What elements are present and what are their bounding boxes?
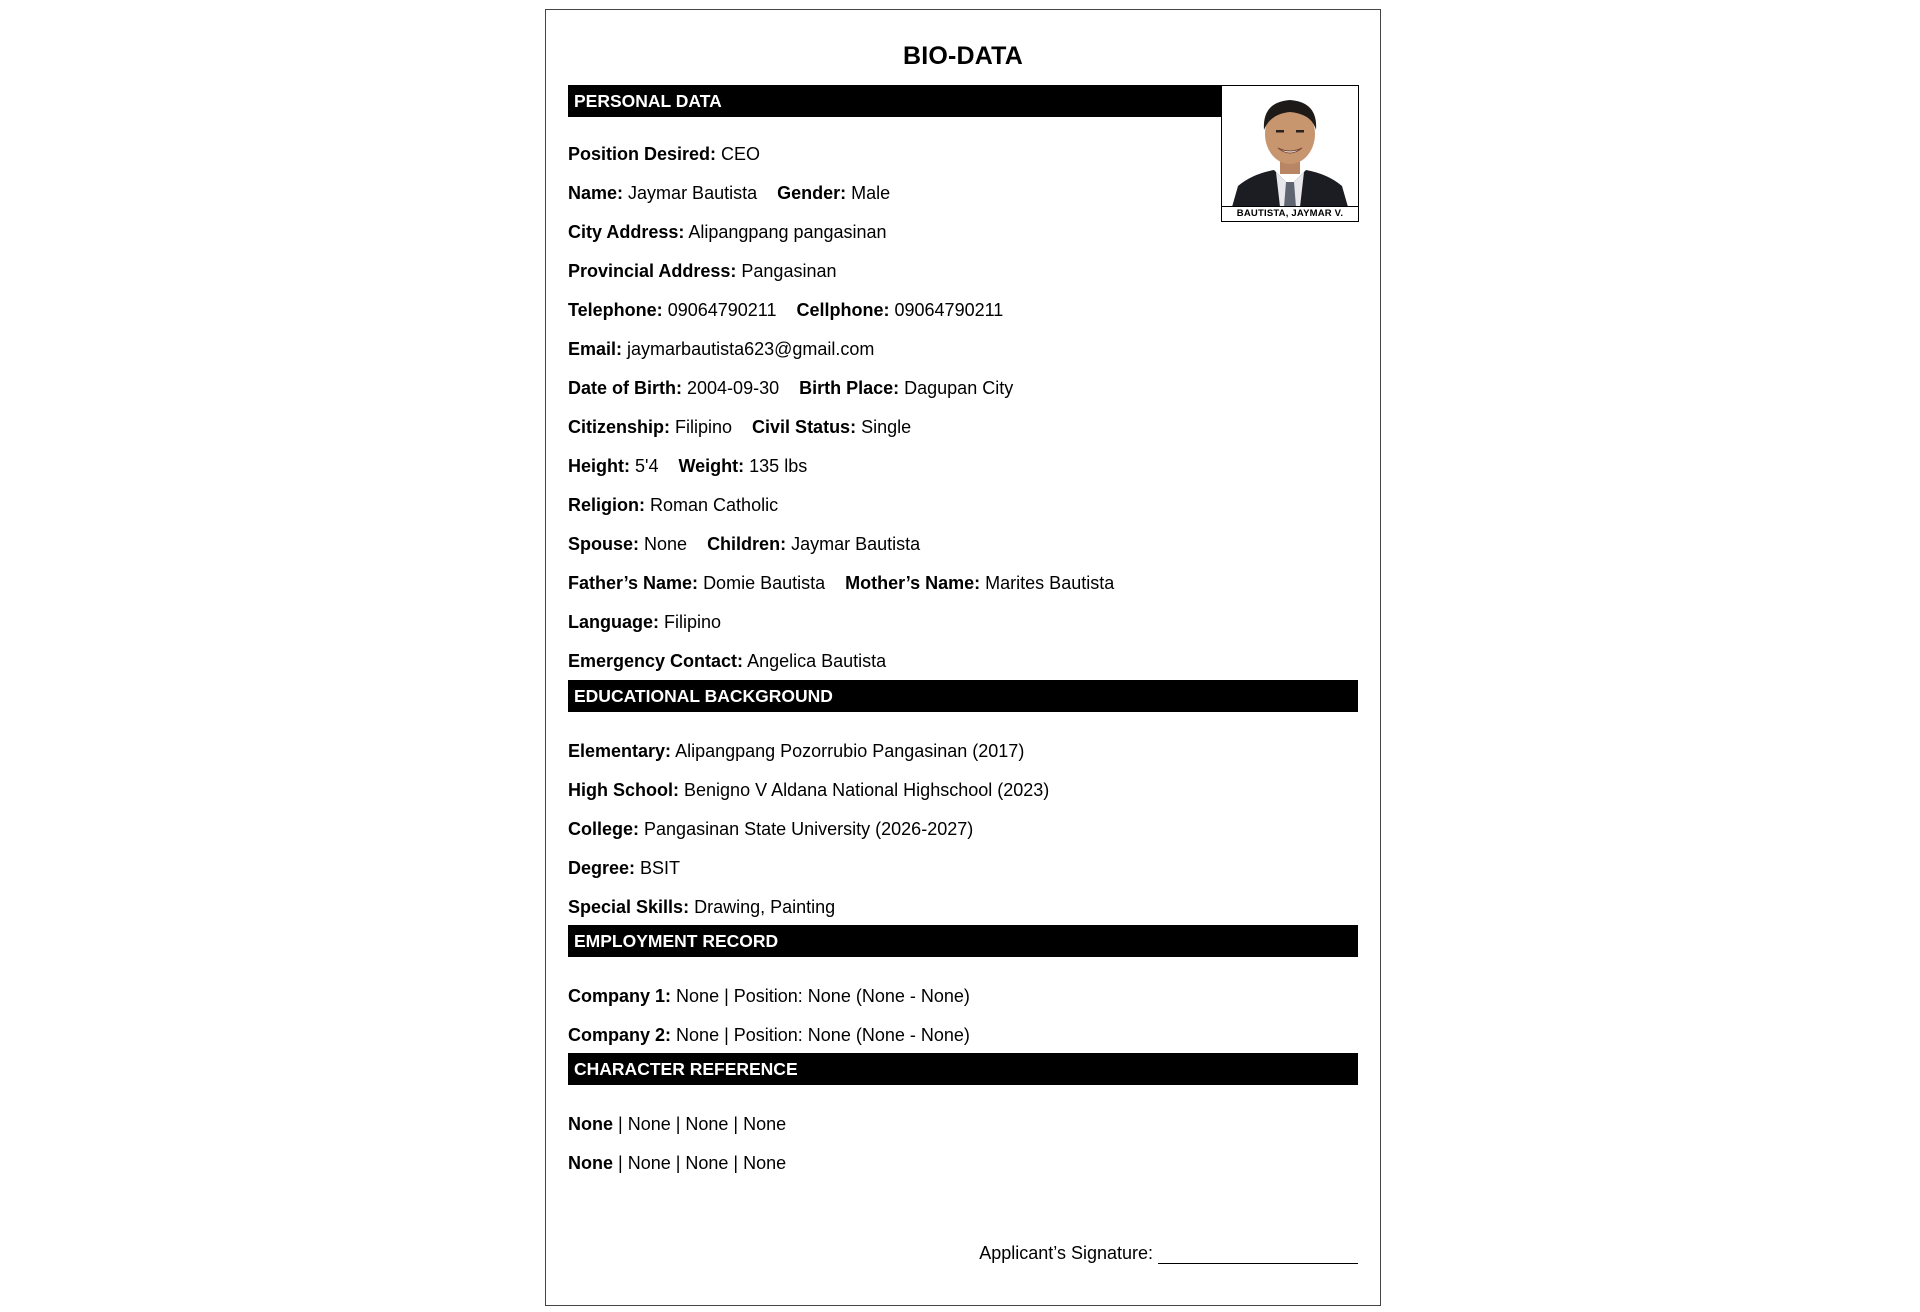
row-company-2: Company 2: None | Position: None (None - None)	[568, 1025, 970, 1045]
row-provincial-address: Provincial Address: Pangasinan	[568, 261, 837, 281]
portrait-image	[1222, 86, 1358, 207]
page-title: BIO-DATA	[902, 42, 1024, 70]
section-employment-record: EMPLOYMENT RECORD	[568, 925, 1358, 957]
section-character-reference: CHARACTER REFERENCE	[568, 1053, 1358, 1085]
row-reference-1: None | None | None | None	[568, 1114, 787, 1134]
row-spouse-children: Spouse: None Children: Jaymar Bautista	[568, 534, 921, 554]
section-educational-background: EDUCATIONAL BACKGROUND	[568, 680, 1358, 712]
row-company-1: Company 1: None | Position: None (None - None)	[568, 986, 970, 1006]
row-high-school: High School: Benigno V Aldana National Highschool (2023)	[568, 780, 1050, 800]
signature-line	[1158, 1245, 1358, 1264]
row-degree: Degree: BSIT	[568, 858, 681, 878]
row-phones: Telephone: 09064790211 Cellphone: 09064790211	[568, 300, 1004, 320]
section-personal-data: PERSONAL DATA	[568, 85, 1222, 117]
row-birth: Date of Birth: 2004-09-30 Birth Place: Dagupan City	[568, 378, 1014, 398]
row-citizenship: Citizenship: Filipino Civil Status: Single	[568, 417, 912, 437]
row-city-address: City Address: Alipangpang pangasinan	[568, 222, 887, 242]
row-language: Language: Filipino	[568, 612, 722, 632]
row-special-skills: Special Skills: Drawing, Painting	[568, 897, 836, 917]
row-emergency: Emergency Contact: Angelica Bautista	[568, 651, 887, 671]
applicant-signature	[979, 1243, 1358, 1264]
applicant-photo	[1221, 85, 1359, 222]
row-name-gender: Name: Jaymar Bautista Gender: Male	[568, 183, 891, 203]
row-position: Position Desired: CEO	[568, 144, 761, 164]
row-elementary: Elementary: Alipangpang Pozorrubio Pangasinan (2017)	[568, 741, 1025, 761]
biodata-sheet	[545, 9, 1381, 1306]
photo-caption: BAUTISTA, JAYMAR V.	[1222, 206, 1358, 221]
row-height-weight: Height: 5'4 Weight: 135 lbs	[568, 456, 808, 476]
row-reference-2: None | None | None | None	[568, 1153, 787, 1173]
row-college: College: Pangasinan State University (2026-2027)	[568, 819, 974, 839]
row-religion: Religion: Roman Catholic	[568, 495, 779, 515]
row-email: Email: jaymarbautista623@gmail.com	[568, 339, 875, 359]
signature-label: Applicant’s Signature:	[979, 1243, 1153, 1263]
row-parents: Father’s Name: Domie Bautista Mother’s Name: Marites Bautista	[568, 573, 1115, 593]
